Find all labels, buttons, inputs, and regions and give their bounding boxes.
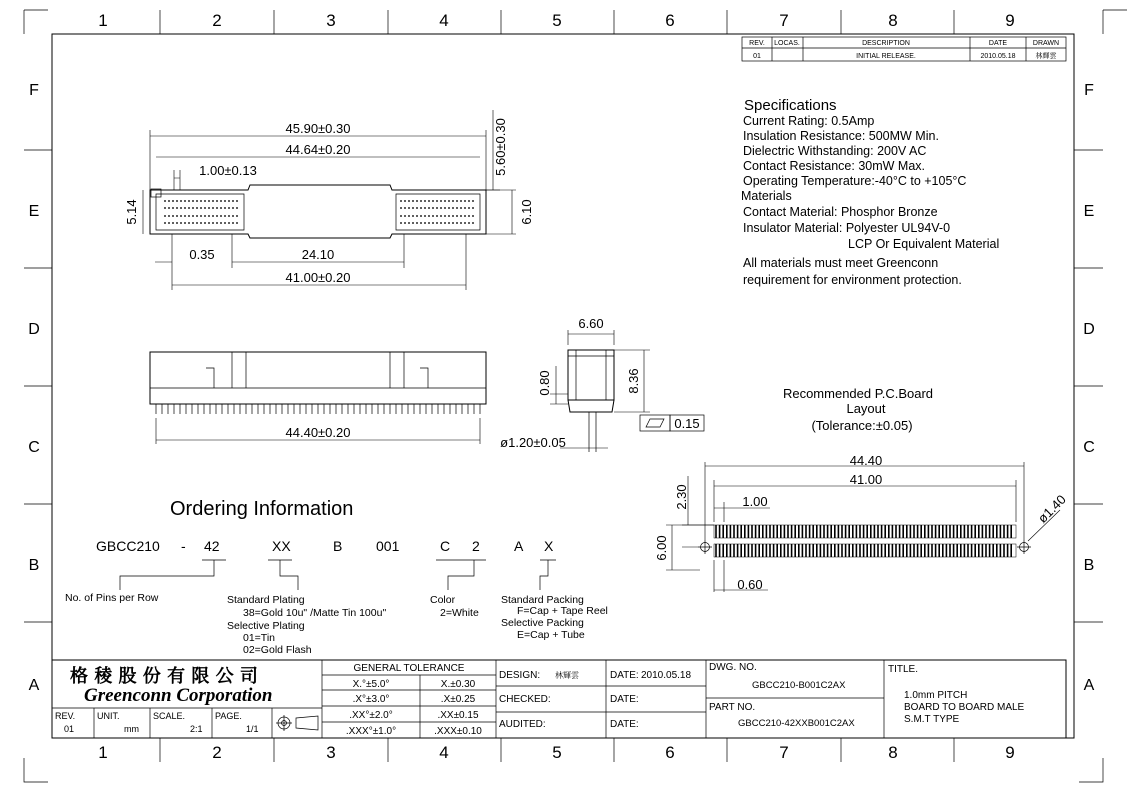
ordering-note-packing: E=Cap + Tube [517,629,585,641]
spec-line: Operating Temperature:-40°C to +105°C [743,174,967,188]
dim-side-standoff: 0.80 [537,370,552,396]
pcb-layout [654,386,1069,592]
tolerance-linear: .X±0.25 [440,694,476,705]
description-value: INITIAL RELEASE. [856,53,916,60]
ordering-title: Ordering Information [170,498,354,520]
ordering-note-plating: Standard Plating [227,594,305,606]
dim-pcb-hole-offset: 2.30 [674,484,689,510]
unit-label: UNIT. [97,711,120,721]
row-label-right: A [1083,677,1095,694]
part-no-value: GBCC210-42XXB001C2AX [738,718,855,729]
title-line: BOARD TO BOARD MALE [904,702,1025,713]
column-label-top: 4 [439,11,449,30]
date-value: 2010.05.18 [980,53,1016,60]
rev-label: REV. [55,711,76,721]
spec-line: Dielectric Withstanding: 200V AC [743,144,927,158]
ordering-note-plating: 38=Gold 10u" /Matte Tin 100u" [243,607,387,619]
ordering-code-packing: X [544,538,554,554]
unit-value: mm [124,724,139,734]
ordering-code-a: A [514,538,524,554]
spec-line: Insulation Resistance: 500MW Min. [743,129,939,143]
row-label-right: D [1083,321,1095,338]
ordering-code-plating: XX [272,538,291,554]
dim-pcb-hole-diameter: ø1.40 [1034,491,1069,526]
checked-label: CHECKED: [499,694,551,705]
connector-top-view [124,110,534,290]
front-view-pins [156,404,480,414]
dim-center-gap: 24.10 [301,247,335,262]
rev-value: 01 [753,53,761,60]
contact-pins-left [164,201,240,223]
dwg-no-label: DWG. NO. [709,662,757,673]
tolerance-angle: .X°±3.0° [352,694,390,705]
ordering-code-height: 001 [376,538,400,554]
row-label-left: B [28,557,40,574]
drawn-value: 林輝雲 [1035,53,1057,60]
column-label-bottom: 4 [439,743,449,762]
row-label-right: F [1084,82,1094,99]
column-label-top: 9 [1005,11,1015,30]
ordering-code-pins: 42 [204,538,220,554]
row-label-left: F [29,82,39,99]
title-line: S.M.T TYPE [904,714,960,725]
column-label-top: 1 [98,11,108,30]
connector-front-view [150,352,486,444]
dim-overall-width: 6.10 [519,199,534,225]
ordering-code-color: 2 [472,538,480,554]
column-label-bottom: 6 [665,743,675,762]
column-label-bottom: 1 [98,743,108,762]
pcb-layout-title: (Tolerance:±0.05) [811,418,913,433]
revision-table [742,37,1066,61]
ordering-code-type: B [333,538,343,554]
dim-inner-length: 44.64±0.20 [285,142,351,157]
column-label-bottom: 7 [779,743,789,762]
ordering-code-dash: - [181,538,186,554]
ordering-code-series: GBCC210 [96,538,160,554]
rev-value: 01 [64,724,75,734]
column-label-bottom: 2 [212,743,222,762]
page-value: 1/1 [246,724,259,734]
ordering-note-color: 2=White [440,607,479,619]
column-label-bottom: 5 [552,743,562,762]
audited-label: AUDITED: [499,719,546,730]
ordering-note-packing: Selective Packing [501,617,584,629]
row-label-left: A [28,677,40,694]
company-name-en: Greenconn Corporation [84,685,273,706]
connector-side-view [500,316,704,452]
column-label-top: 2 [212,11,222,30]
tolerance-title: GENERAL TOLERANCE [353,663,465,674]
pcb-pads [716,525,1011,557]
dim-pcb-hole-span: 44.40 [849,453,883,468]
pcb-layout-title: Recommended P.C.Board [782,386,934,401]
spec-line: Current Rating: 0.5Amp [743,114,875,128]
spec-line: requirement for environment protection. [743,273,962,287]
locas-header: LOCAS. [774,40,800,47]
dim-post-span: 41.00±0.20 [285,270,351,285]
spec-line: Contact Material: Phosphor Bronze [743,205,938,219]
dim-pcb-pad-span: 41.00 [849,472,883,487]
scale-value: 2:1 [190,724,203,734]
tolerance-angle: .XXX°±1.0° [345,726,397,737]
tolerance-linear: .XXX±0.10 [434,726,482,737]
date-label: DATE: [610,694,639,705]
tolerance-linear: .XX±0.15 [437,710,479,721]
spec-line: LCP Or Equivalent Material [848,237,1000,251]
title-line: 1.0mm PITCH [904,690,968,701]
title-label: TITLE. [888,664,919,675]
specifications-block [741,97,999,287]
row-label-right: B [1083,557,1095,574]
column-label-bottom: 8 [888,743,898,762]
dim-side-width: 6.60 [578,316,604,331]
pcb-layout-title: Layout [846,401,886,416]
description-header: DESCRIPTION [862,40,910,47]
date-label: DATE: [610,719,639,730]
spec-line: Insulator Material: Polyester UL94V-0 [743,221,951,235]
ordering-note-pins: No. of Pins per Row [65,592,159,604]
page-label: PAGE. [215,711,242,721]
column-label-top: 3 [326,11,336,30]
ordering-note-plating: Selective Plating [227,620,305,632]
tolerance-angle: .XX°±2.0° [349,710,393,721]
ordering-note-packing: Standard Packing [501,594,584,606]
date-header: DATE [988,40,1008,47]
design-label: DESIGN: [499,670,541,681]
column-label-top: 5 [552,11,562,30]
dim-height: 5.60±0.30 [493,118,508,176]
ordering-note-plating: 02=Gold Flash [243,644,312,656]
tolerance-angle: X.°±5.0° [352,679,390,690]
column-label-top: 8 [888,11,898,30]
column-label-top: 6 [665,11,675,30]
dim-post-offset: 0.35 [189,247,215,262]
date-label: DATE: [610,670,639,681]
part-no-label: PART NO. [709,702,756,713]
dim-pcb-pad-width: 0.60 [737,577,763,592]
company-name-cn: 格 稜 股 份 有 限 公 司 [70,666,258,687]
row-label-right: C [1083,439,1095,456]
ordering-code-c: C [440,538,451,554]
row-label-left: D [28,321,40,338]
dim-side-height: 8.36 [626,368,641,394]
drawn-header: DRAWN [1032,40,1060,47]
spec-line: Contact Resistance: 30mW Max. [743,159,926,173]
dim-overall-length: 45.90±0.30 [285,121,351,136]
dim-pcb-pitch: 1.00 [742,494,768,509]
title-block [52,660,1066,738]
rev-header: REV. [749,40,765,47]
column-label-top: 7 [779,11,789,30]
scale-label: SCALE. [153,711,186,721]
row-label-left: C [28,439,40,456]
ordering-information [65,498,608,656]
projection-symbol-icon [276,715,318,731]
contact-pins-right [400,201,476,223]
spec-line: Materials [741,189,792,203]
column-label-bottom: 9 [1005,743,1015,762]
dim-pcb-row-span: 6.00 [654,535,669,561]
ordering-note-plating: 01=Tin [243,632,276,644]
date-value: 2010.05.18 [641,670,692,681]
flatness-value: 0.15 [674,416,700,431]
dwg-no-value: GBCC210-B001C2AX [752,680,846,691]
dim-pitch: 1.00±0.13 [199,163,257,178]
ordering-note-color: Color [430,594,456,606]
dim-front-pin-span: 44.40±0.20 [285,425,351,440]
row-label-right: E [1083,203,1095,220]
row-label-left: E [28,203,40,220]
tolerance-linear: X.±0.30 [440,679,476,690]
spec-line: All materials must meet Greenconn [743,256,939,270]
ordering-note-packing: F=Cap + Tape Reel [517,605,608,617]
dim-body-width: 5.14 [124,199,139,225]
design-value: 林輝雲 [555,671,579,680]
column-label-bottom: 3 [326,743,336,762]
specifications-title: Specifications [744,97,837,114]
dim-post-diameter: ø1.20±0.05 [500,435,566,450]
